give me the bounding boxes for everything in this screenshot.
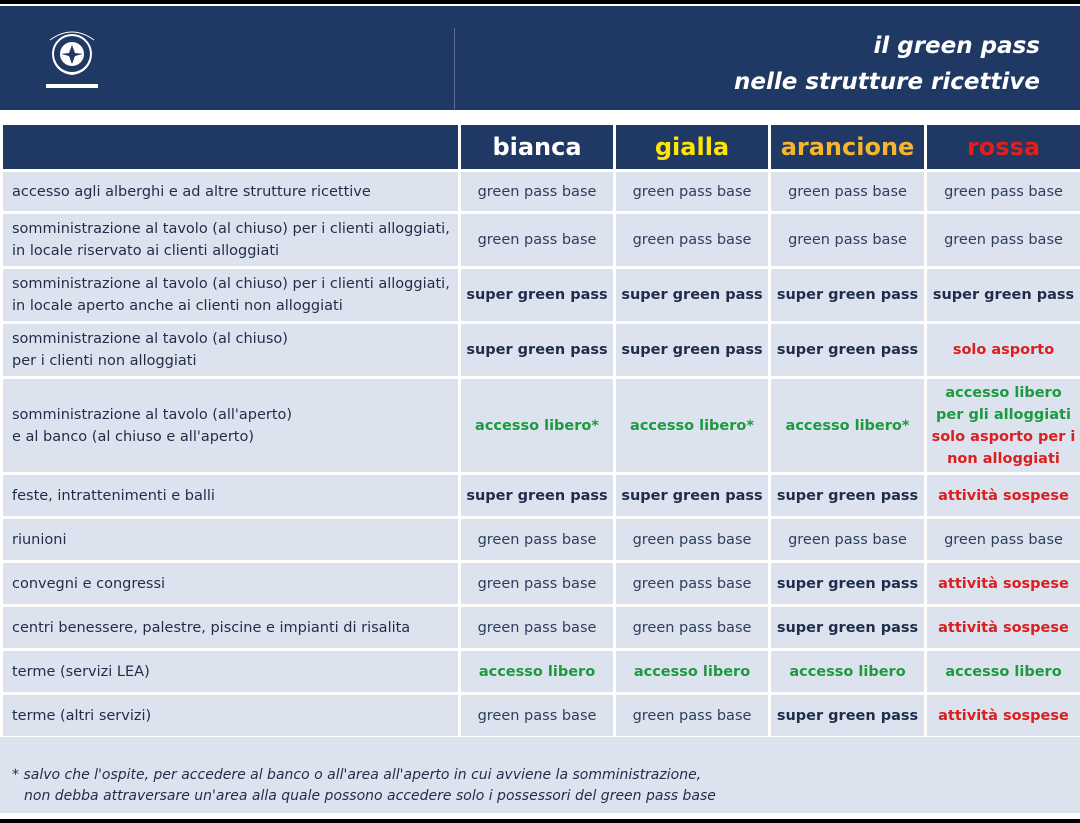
activity-cell	[2, 171, 460, 213]
activity-text: centri benessere, palestre, piscine e impianti di risalita	[12, 619, 411, 636]
rule-text: attività sospese	[938, 575, 1069, 592]
rule-text: green pass base	[632, 575, 752, 592]
table-row	[2, 518, 1080, 562]
table-header-row	[2, 124, 1080, 171]
rule-text: green pass base	[632, 232, 752, 248]
rule-cell-bianca	[460, 518, 615, 562]
rule-text: green pass base	[944, 232, 1063, 248]
activity-cell	[2, 323, 460, 378]
rule-cell-gialla	[615, 268, 770, 323]
rule-text: green pass base	[477, 183, 597, 200]
col-header-arancione: arancione	[770, 124, 926, 171]
rule-text: accesso libero	[789, 663, 906, 680]
rule-cell-arancione	[770, 378, 926, 474]
activity-cell	[2, 268, 460, 323]
activity-text: somministrazione al tavolo (all'aperto)	[12, 406, 293, 423]
rule-cell-rossa	[926, 562, 1080, 606]
header-divider	[454, 28, 455, 110]
rule-text: super green pass	[776, 575, 919, 592]
col-header-bianca: bianca	[460, 124, 615, 171]
rule-text: super green pass	[466, 342, 608, 358]
rule-text: super green pass	[621, 487, 763, 504]
rule-cell-arancione	[770, 694, 926, 738]
rule-text: super green pass	[932, 287, 1075, 303]
green-pass-table	[0, 122, 1080, 739]
activity-text: per i clienti non alloggiati	[12, 353, 197, 369]
rule-text: accesso libero	[945, 663, 1062, 680]
rule-cell-rossa	[926, 474, 1080, 518]
rule-cell-arancione	[770, 606, 926, 650]
rule-cell-arancione	[770, 562, 926, 606]
activity-cell	[2, 474, 460, 518]
rule-cell-bianca	[460, 323, 615, 378]
activity-text: e al banco (al chiuso e all'aperto)	[12, 428, 255, 445]
rule-text: green pass base	[477, 707, 597, 724]
rule-text: super green pass	[776, 487, 919, 504]
rule-cell-rossa	[926, 606, 1080, 650]
rule-cell-bianca	[460, 694, 615, 738]
table-row	[2, 378, 1080, 474]
rule-cell-arancione	[770, 518, 926, 562]
col-header-rossa: rossa	[926, 124, 1080, 171]
rule-cell-gialla	[615, 474, 770, 518]
rule-cell-bianca	[460, 171, 615, 213]
rule-text: super green pass	[776, 342, 919, 358]
rule-cell-bianca	[460, 650, 615, 694]
rule-cell-bianca	[460, 213, 615, 268]
rule-text: green pass base	[632, 531, 752, 548]
table-row	[2, 323, 1080, 378]
rule-cell-arancione	[770, 268, 926, 323]
footnote-line-1: * salvo che l'ospite, per accedere al banco o all'area all'aperto in cui avviene la somministrazione,	[12, 767, 702, 783]
activity-text: in locale riservato ai clienti alloggiati	[12, 243, 280, 259]
header-corner	[2, 124, 460, 171]
footnote-line-2: non debba attraversare un'area alla quale possono accedere solo i possessori del green pass base	[24, 788, 716, 804]
activity-cell	[2, 694, 460, 738]
activity-text: somministrazione al tavolo (al chiuso) per i clienti alloggiati,	[12, 276, 450, 292]
table-row	[2, 171, 1080, 213]
rule-cell-rossa	[926, 378, 1080, 474]
col-header-gialla: gialla	[615, 124, 770, 171]
rule-text: super green pass	[776, 707, 919, 724]
rule-cell-arancione	[770, 171, 926, 213]
rule-text: super green pass	[776, 287, 919, 303]
activity-cell	[2, 650, 460, 694]
rule-cell-gialla	[615, 213, 770, 268]
footnote-area	[0, 737, 1080, 813]
rule-text: accesso libero	[633, 663, 751, 680]
table-row	[2, 606, 1080, 650]
rule-text: solo asporto per i	[931, 428, 1076, 445]
rule-text: attività sospese	[938, 619, 1069, 636]
page	[0, 4, 1080, 819]
table-row	[2, 694, 1080, 738]
rule-text: green pass base	[632, 707, 752, 724]
rule-text: green pass base	[477, 232, 597, 248]
rule-text: green pass base	[788, 232, 907, 248]
rule-cell-bianca	[460, 606, 615, 650]
activity-text: accesso agli alberghi e ad altre strutture ricettive	[12, 183, 371, 200]
activity-text: somministrazione al tavolo (al chiuso) per i clienti alloggiati,	[12, 221, 450, 237]
rule-cell-rossa	[926, 518, 1080, 562]
activity-text: terme (servizi LEA)	[12, 663, 150, 680]
rule-text: accesso libero	[945, 384, 1062, 401]
rule-text: green pass base	[788, 531, 907, 548]
rule-cell-gialla	[615, 694, 770, 738]
rule-text: solo asporto	[952, 342, 1055, 358]
rule-cell-arancione	[770, 650, 926, 694]
rule-text: green pass base	[632, 183, 752, 200]
activity-text: in locale aperto anche ai clienti non alloggiati	[12, 298, 343, 314]
rule-cell-bianca	[460, 268, 615, 323]
table-row	[2, 268, 1080, 323]
rule-cell-rossa	[926, 694, 1080, 738]
rule-text: green pass base	[477, 575, 597, 592]
rule-text: super green pass	[621, 287, 763, 303]
activity-text: somministrazione al tavolo (al chiuso)	[12, 331, 288, 347]
rule-text: accesso libero*	[630, 417, 754, 434]
rule-cell-gialla	[615, 562, 770, 606]
title-line-1: il green pass	[873, 33, 1040, 59]
rule-cell-gialla	[615, 606, 770, 650]
rule-text: super green pass	[466, 487, 608, 504]
rule-text: green pass base	[477, 531, 597, 548]
rule-cell-gialla	[615, 171, 770, 213]
rule-text: attività sospese	[938, 487, 1069, 504]
rule-cell-gialla	[615, 378, 770, 474]
table-row	[2, 650, 1080, 694]
rule-cell-gialla	[615, 650, 770, 694]
table-row	[2, 562, 1080, 606]
rule-text: super green pass	[776, 619, 919, 636]
activity-cell	[2, 213, 460, 268]
rule-cell-rossa	[926, 323, 1080, 378]
header-banner	[0, 6, 1080, 110]
activity-cell	[2, 562, 460, 606]
rule-text: super green pass	[466, 287, 608, 303]
rule-text: non alloggiati	[947, 450, 1060, 467]
rule-text: super green pass	[621, 342, 763, 358]
rule-cell-bianca	[460, 474, 615, 518]
rule-text: attività sospese	[938, 707, 1069, 724]
rule-cell-bianca	[460, 378, 615, 474]
rule-cell-arancione	[770, 474, 926, 518]
rule-cell-rossa	[926, 650, 1080, 694]
rule-cell-rossa	[926, 171, 1080, 213]
activity-cell	[2, 606, 460, 650]
rule-text: accesso libero*	[785, 417, 910, 434]
rule-text: accesso libero*	[475, 417, 599, 434]
rule-text: accesso libero	[478, 663, 596, 680]
rule-cell-gialla	[615, 518, 770, 562]
activity-cell	[2, 378, 460, 474]
table-row	[2, 213, 1080, 268]
activity-text: riunioni	[12, 531, 67, 548]
title-line-2: nelle strutture ricettive	[734, 69, 1040, 95]
rule-text: green pass base	[632, 619, 752, 636]
activity-cell	[2, 518, 460, 562]
activity-text: feste, intrattenimenti e balli	[12, 487, 215, 504]
page-title	[734, 28, 1040, 100]
activity-text: convegni e congressi	[12, 575, 166, 592]
rule-cell-rossa	[926, 213, 1080, 268]
rule-text: green pass base	[944, 531, 1063, 548]
federalberghi-logo	[40, 26, 104, 94]
rule-cell-arancione	[770, 323, 926, 378]
table-row	[2, 474, 1080, 518]
rule-cell-arancione	[770, 213, 926, 268]
rule-text: green pass base	[477, 619, 597, 636]
rule-cell-gialla	[615, 323, 770, 378]
rule-text: per gli alloggiati	[936, 406, 1071, 423]
rule-text: green pass base	[944, 183, 1063, 200]
rule-cell-bianca	[460, 562, 615, 606]
activity-text: terme (altri servizi)	[12, 707, 152, 724]
rule-text: green pass base	[788, 183, 907, 200]
rule-cell-rossa	[926, 268, 1080, 323]
footnote	[12, 765, 716, 807]
